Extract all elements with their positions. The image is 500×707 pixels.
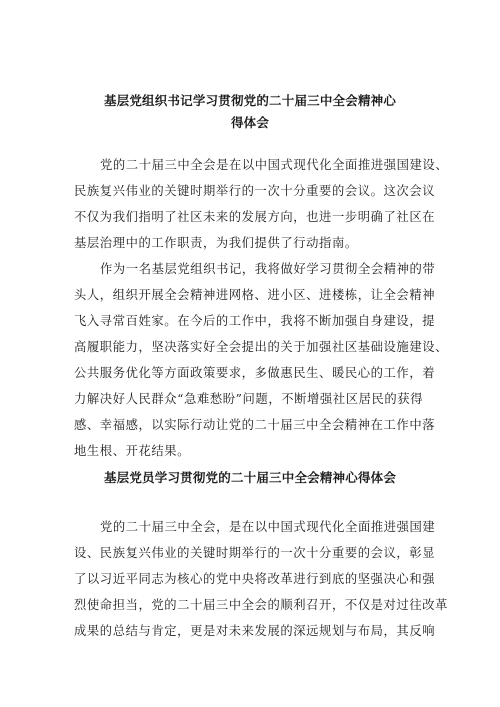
title-line: 基层党员学习贯彻党的二十届三中全会精神心得体会 (103, 470, 397, 485)
text-line: 成果的总结与肯定，更是对未来发展的深远规划与布局，其反响 (74, 624, 436, 638)
text-line: 飞入寻常百姓家。在今后的工作中，我将不断加强自身建设，提 (74, 314, 436, 328)
text-line: 力解决好人民群众“急难愁盼”问题，不断增强社区居民的获得 (74, 392, 424, 406)
text-line: 公共服务优化等方面政策要求，多做惠民生、暖民心的工作，着 (74, 366, 436, 380)
text-line: 头人，组织开展全会精神进网格、进小区、进楼栋，让全会精神 (74, 288, 436, 302)
title-line: 基层党组织书记学习贯彻党的二十届三中全会精神心 (103, 93, 397, 108)
text-line: 民族复兴伟业的关键时期举行的一次十分重要的会议。这次会议 (74, 184, 436, 198)
text-line: 高履职能力，坚决落实好全会提出的关于加强社区基础设施建设、 (74, 340, 449, 354)
text-line: 不仅为我们指明了社区未来的发展方向，也进一步明确了社区在 (74, 210, 436, 224)
text-line: 设、民族复兴伟业的关键时期举行的一次十分重要的会议，彰显 (74, 546, 436, 560)
article-2-title (50, 467, 450, 489)
text-line: 地生根、开花结果。 (74, 444, 191, 458)
text-line: 烈使命担当，党的二十届三中全会的顺利召开，不仅是对过往改革 (74, 598, 449, 612)
text-line: 党的二十届三中全会，是在以中国式现代化全面推进强国建 (100, 520, 436, 534)
text-line: 感、幸福感，以实际行动让党的二十届三中全会精神在工作中落 (74, 418, 436, 432)
text-line: 作为一名基层党组织书记，我将做好学习贯彻全会精神的带 (100, 262, 436, 276)
text-line: 党的二十届三中全会是在以中国式现代化全面推进强国建设、 (100, 158, 449, 172)
text-line: 了以习近平同志为核心的党中央将改革进行到底的坚强决心和强 (74, 572, 436, 586)
title-line: 得体会 (230, 115, 270, 130)
text-line: 基层治理中的工作职责，为我们提供了行动指南。 (74, 236, 358, 250)
article-1-title (50, 90, 450, 134)
